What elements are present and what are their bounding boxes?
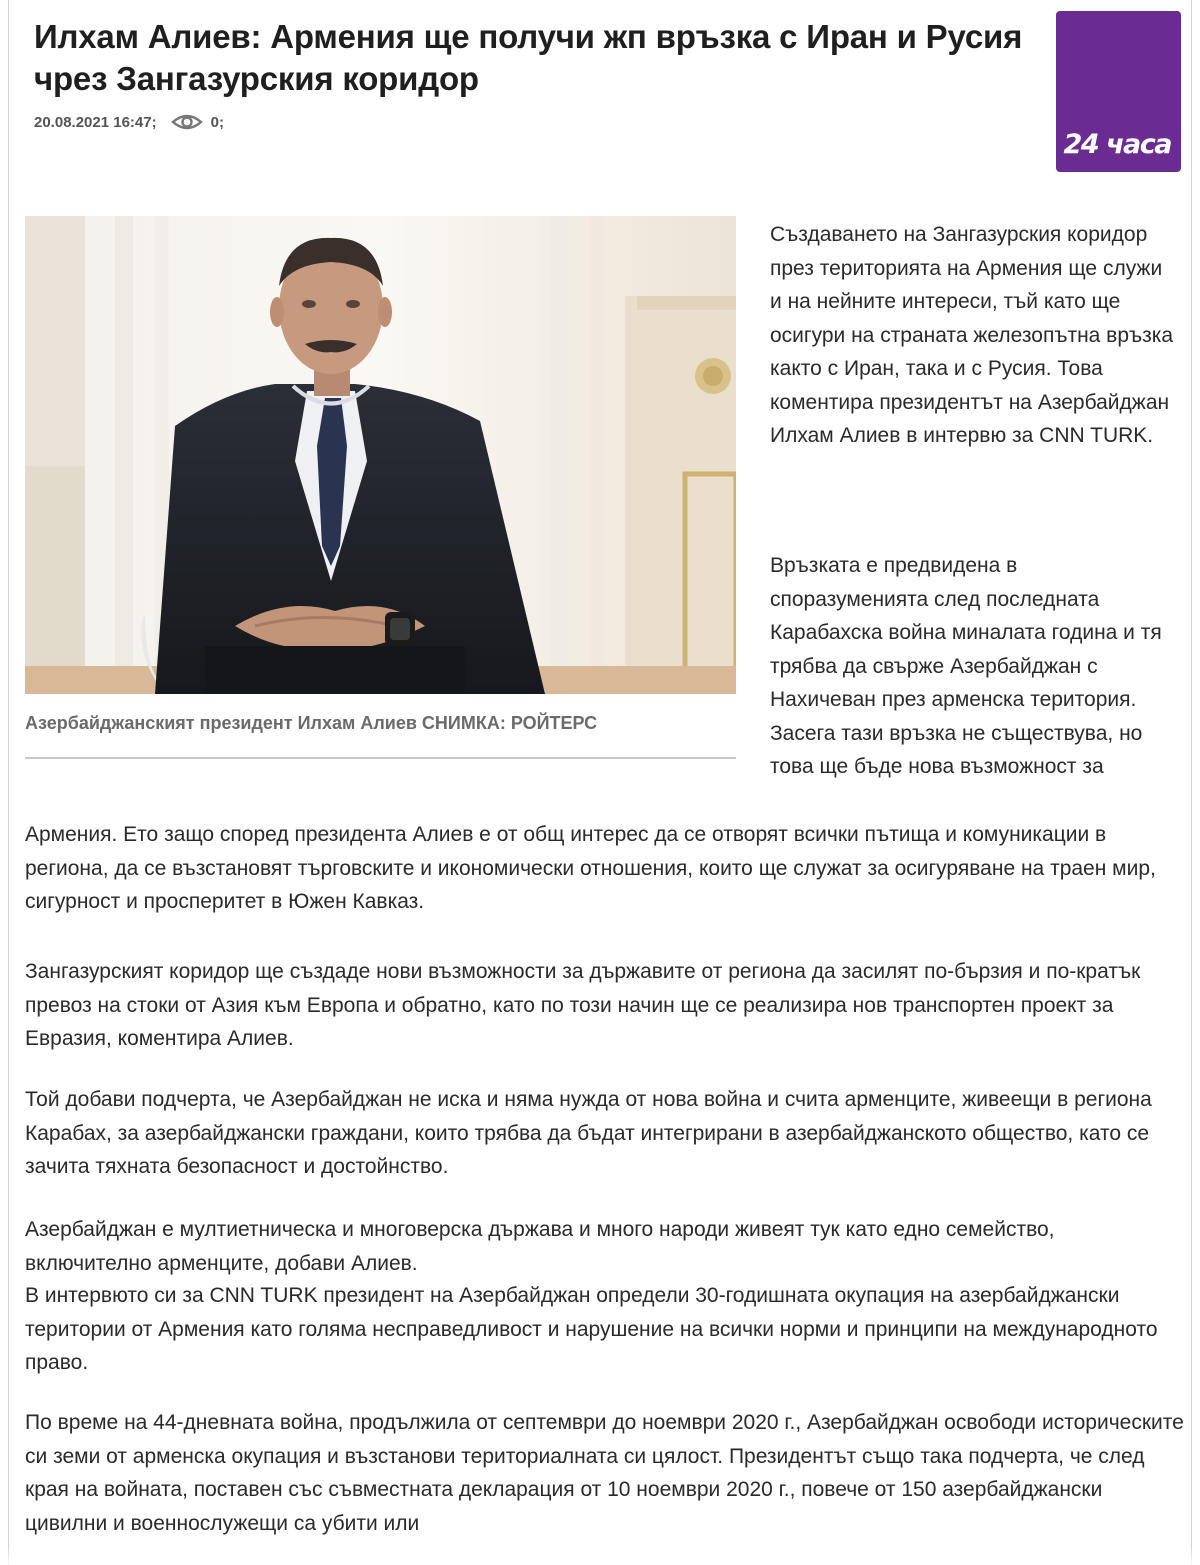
photo-caption: Азербайджанският президент Илхам Алиев СНИМКА: РОЙТЕРС bbox=[25, 713, 598, 733]
logo-text: 24 часа bbox=[1063, 129, 1171, 160]
paragraph-3: Зангазурският коридор ще създаде нови възможности за държавите от региона да засилят по-бързия и по-кратък превоз на стоки от Азия към Европа и обратно, като по този начин ще се реализира нов транспортен проект за Евразия, коментира Алиев. bbox=[25, 960, 1141, 1050]
paragraph-7: По време на 44-дневната война, продължила от септември до ноември 2020 г., Азербайджан освободи историческите си земи от арменска окупация и възстанови териториалната си цялост. Президентът също така подчерта, че след края на войната, поставен със съвместната декларация от 10 ноември 2020 г., повече от 150 азербайджански цивилни и военнослужещи са убити или bbox=[25, 1411, 1184, 1535]
publish-date: 20.08.2021 16:47; bbox=[34, 113, 157, 131]
view-count: 0; bbox=[210, 113, 224, 131]
brand-logo[interactable] bbox=[1056, 11, 1181, 172]
paragraph-1: Създаването на Зангазурския коридор през територията на Армения ще служи и на нейните интереси, тъй като ще осигури на страната железопътна връзка както с Иран, така и с Русия. Това коментира президентът на Азербайджан Илхам Алиев в интервю за CNN TURK. bbox=[770, 223, 1174, 447]
paragraph-6: В интервюто си за CNN TURK президент на Азербайджан определи 30-годишната окупация на азербайджански територии от Армения като голяма несправедливост и нарушение на всички норми и принципи на международното право. bbox=[25, 1284, 1158, 1374]
article-title: Илхам Алиев: Армения ще получи жп връзка с Иран и Русия чрез Зангазурския коридор bbox=[34, 18, 1023, 97]
paragraph-2: Връзката е предвидена в споразуменията след последната Карабахска война миналата година и тя трябва да свърже Азербайджан с Нахичеван през арменска територия. Засега тази връзка не съществува, но това ще бъде нова възможност за bbox=[770, 554, 1162, 778]
paragraph-4: Той добави подчерта, че Азербайджан не иска и няма нужда от нова война и счита арменците, живеещи в региона Карабах, за азербайджански граждани, които трябва да бъдат интегрирани в азербайджанското общество, като се зачита тяхната безопасност и достойнство. bbox=[25, 1088, 1152, 1178]
paragraph-5: Азербайджан е мултиетническа и многоверска държава и много народи живеят тук като едно семейство, включително арменците, добави Алиев. bbox=[25, 1218, 1055, 1275]
article-photo bbox=[25, 216, 736, 694]
article-meta bbox=[34, 110, 224, 134]
eye-icon bbox=[171, 112, 203, 132]
bottom-fade bbox=[0, 1545, 1200, 1565]
caption-divider bbox=[25, 757, 736, 759]
paragraph-2-continued: Армения. Ето защо според президента Алиев е от общ интерес да се отворят всички пътища и комуникации в региона, да се възстановят търговските и икономически отношения, които ще служат за осигуряване на траен мир, сигурност и просперитет в Южен Кавказ. bbox=[25, 823, 1156, 913]
